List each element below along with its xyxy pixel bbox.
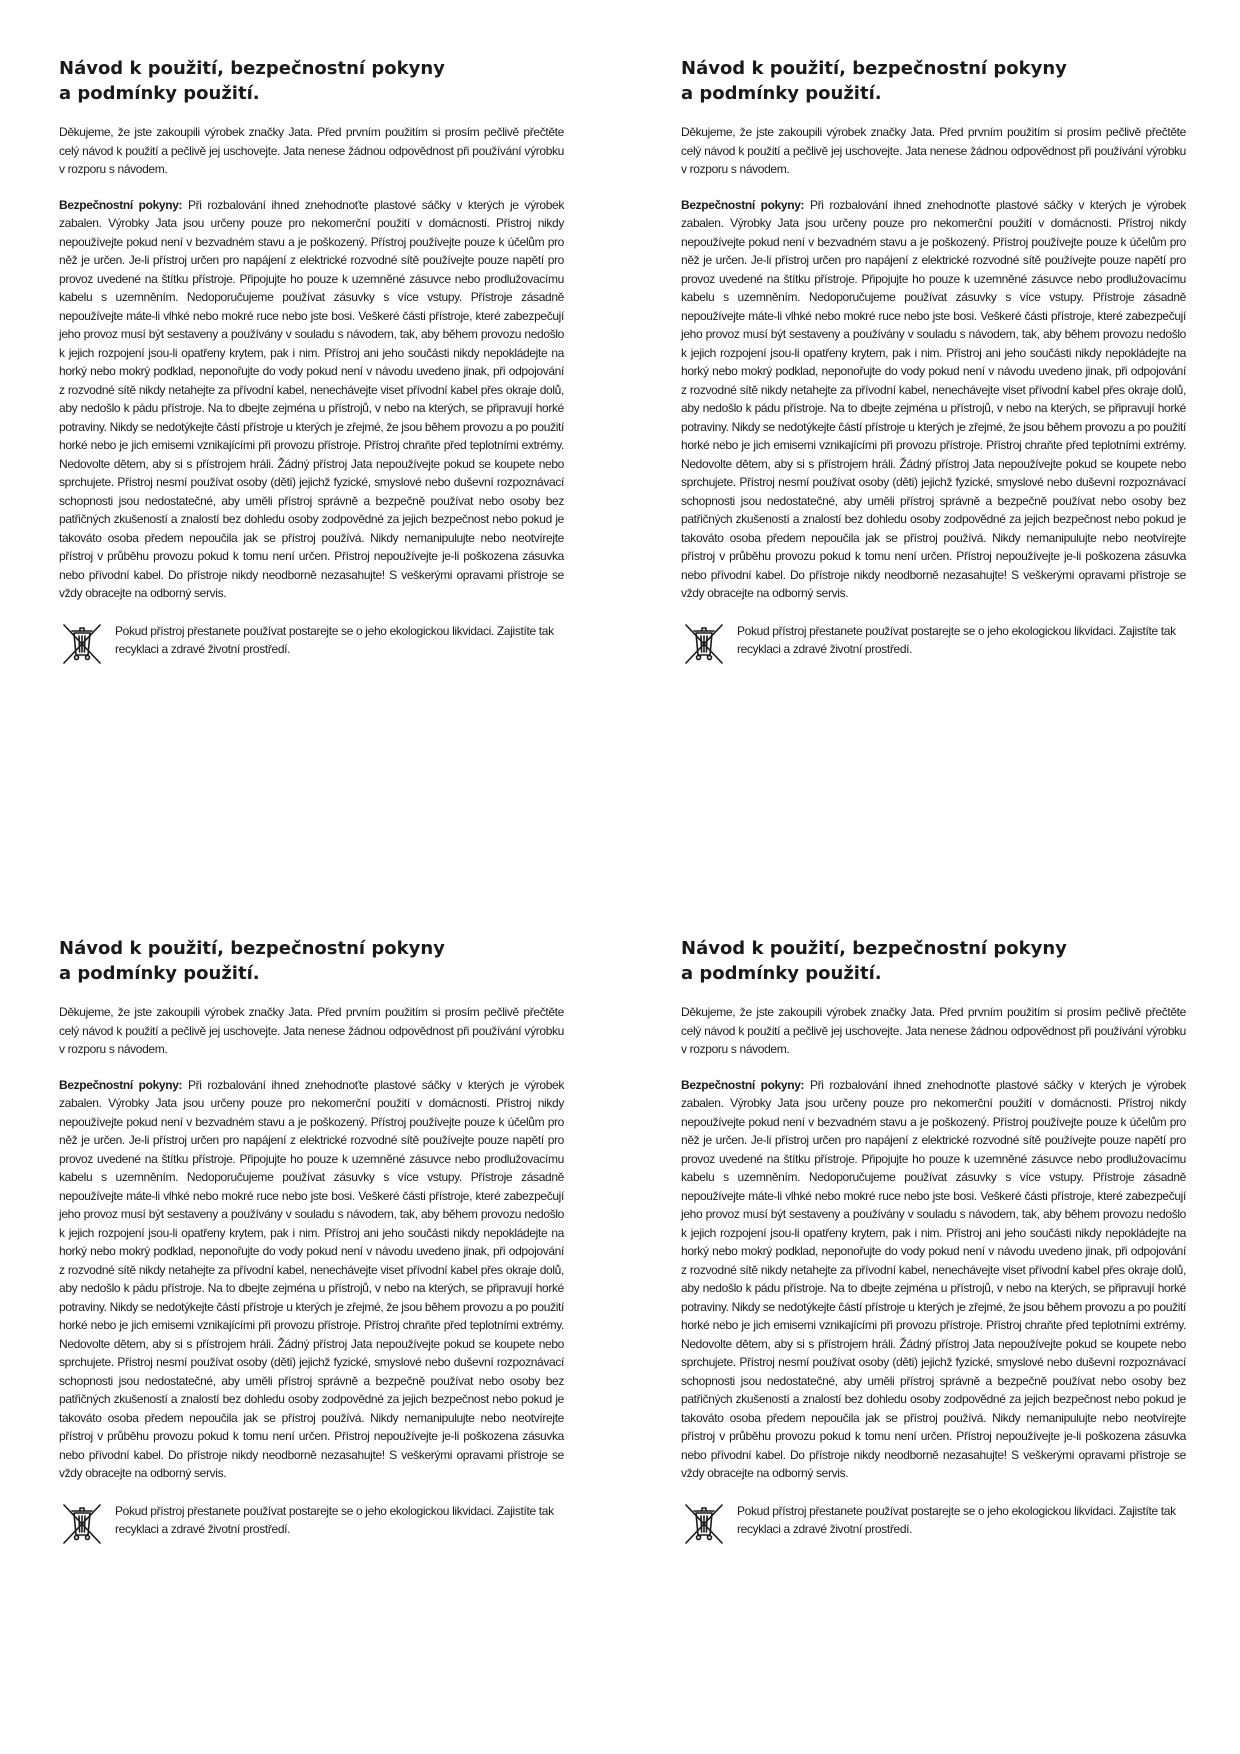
safety-paragraph (681, 1076, 1186, 1483)
leaflet-title-line-1: Návod k použití, bezpečnostní pokyny (59, 938, 445, 959)
crossed-out-bin-icon (59, 1502, 105, 1546)
safety-label: Bezpečnostní pokyny: (59, 1077, 183, 1092)
crossed-out-bin-icon (681, 1502, 727, 1546)
leaflet-bottom-left (59, 936, 564, 1546)
crossed-out-bin-icon (59, 622, 105, 666)
disposal-text: Pokud přístroj přestanete používat postarejte se o jeho ekologickou likvidaci. Zajistíte tak recyklaci a zdravé životní prostředí. (737, 623, 1176, 656)
leaflet-title-line-1: Návod k použití, bezpečnostní pokyny (59, 58, 445, 79)
disposal-notice (59, 622, 564, 666)
intro-paragraph: Děkujeme, že jste zakoupili výrobek značky Jata. Před prvním použitím si prosím pečlivě přečtěte celý návod k použití a pečlivě jej uschovejte. Jata nenese žádnou odpovědnost při používání výrobku v rozporu s návodem. (59, 1005, 564, 1056)
disposal-text: Pokud přístroj přestanete používat postarejte se o jeho ekologickou likvidaci. Zajistíte tak recyklaci a zdravé životní prostředí. (737, 1503, 1176, 1536)
intro-paragraph: Děkujeme, že jste zakoupili výrobek značky Jata. Před prvním použitím si prosím pečlivě přečtěte celý návod k použití a pečlivě jej uschovejte. Jata nenese žádnou odpovědnost při používání výrobku v rozporu s návodem. (681, 125, 1186, 176)
leaflet-title-line-1: Návod k použití, bezpečnostní pokyny (681, 938, 1067, 959)
leaflet-title-line-1: Návod k použití, bezpečnostní pokyny (681, 58, 1067, 79)
intro-paragraph: Děkujeme, že jste zakoupili výrobek značky Jata. Před prvním použitím si prosím pečlivě přečtěte celý návod k použití a pečlivě jej uschovejte. Jata nenese žádnou odpovědnost při používání výrobku v rozporu s návodem. (681, 1005, 1186, 1056)
leaflet-title (59, 56, 564, 106)
safety-paragraph (59, 196, 564, 603)
safety-text: Při rozbalování ihned znehodnoťte plastové sáčky v kterých je výrobek zabalen. Výrobky Jata jsou určeny pouze pro nekomerční použití v domácnosti. Přístroj nikdy nepoužívejte pokud není v bezvadném stavu a je poškozený. Přístroj používejte pouze k účelům pro něž je určen. Je-li přístroj určen pro napájení z elektrické rozvodné sítě používejte pouze napětí pro provoz uvedené na štítku přístroje. Připojujte ho pouze k uzemněné zásuvce nebo prodlužovacímu kabelu s uzemněním. Nedoporučujeme používat zásuvky s více vstupy. Přístroje zásadně nepoužívejte máte-li vlhké nebo mokré ruce nebo jste bosi. Veškeré části přístroje, které zabezpečují jeho provoz musí být sestaveny a používány v souladu s návodem, tak, aby během provozu nedošlo k jejich rozpojení jsou-li opatřeny krytem, pak i nim. Přístroj ani jeho součásti nikdy nepokládejte na horký nebo mokrý podklad, neponořujte do vody pokud není v návodu uvedeno jinak, při odpojování z rozvodné sítě nikdy netahejte za přívodní kabel, nenechávejte viset přívodní kabel přes okraje dolů, aby nedošlo k pádu přístroje. Na to dbejte zejména u přístrojů, v nebo na kterých, se připravují horké potraviny. Nikdy se nedotýkejte částí přístroje u kterých je zřejmé, že jsou během provozu a po použití horké nebo je jich emisemi vznikajícími při provozu přístroje. Přístroj chraňte před teplotními extrémy. Nedovolte dětem, aby si s přístrojem hráli. Žádný přístroj Jata nepoužívejte pokud se koupete nebo sprchujete. Přístroj nesmí používat osoby (děti) jejichž fyzické, smyslové nebo duševní rozpoznávací schopnosti jsou nedostatečné, aby uměli přístroj správně a bezpečně používat nebo osoby bez patřičných zkušeností a znalostí bez dohledu osoby zodpovědné za jejich bezpečnost nebo pokud je takováto osoba předem nepoučila jak se přístroj používá. Nikdy nemanipulujte nebo neotvírejte přístroj v průběhu provozu pokud k tomu není určen. Přístroj nepoužívejte je-li poškozena zásuvka nebo přívodní kabel. Do přístroje nikdy neodborně nezasahujte! S veškerými opravami přístroje se vždy obracejte na odborný servis. (59, 197, 564, 600)
safety-label: Bezpečnostní pokyny: (681, 1077, 805, 1092)
crossed-out-bin-icon (681, 622, 727, 666)
safety-paragraph (681, 196, 1186, 603)
leaflet-title-line-2: a podmínky použití. (59, 83, 260, 104)
leaflet-title (681, 936, 1186, 986)
disposal-text: Pokud přístroj přestanete používat postarejte se o jeho ekologickou likvidaci. Zajistíte tak recyklaci a zdravé životní prostředí. (115, 1503, 554, 1536)
safety-text: Při rozbalování ihned znehodnoťte plastové sáčky v kterých je výrobek zabalen. Výrobky Jata jsou určeny pouze pro nekomerční použití v domácnosti. Přístroj nikdy nepoužívejte pokud není v bezvadném stavu a je poškozený. Přístroj používejte pouze k účelům pro něž je určen. Je-li přístroj určen pro napájení z elektrické rozvodné sítě používejte pouze napětí pro provoz uvedené na štítku přístroje. Připojujte ho pouze k uzemněné zásuvce nebo prodlužovacímu kabelu s uzemněním. Nedoporučujeme používat zásuvky s více vstupy. Přístroje zásadně nepoužívejte máte-li vlhké nebo mokré ruce nebo jste bosi. Veškeré části přístroje, které zabezpečují jeho provoz musí být sestaveny a používány v souladu s návodem, tak, aby během provozu nedošlo k jejich rozpojení jsou-li opatřeny krytem, pak i nim. Přístroj ani jeho součásti nikdy nepokládejte na horký nebo mokrý podklad, neponořujte do vody pokud není v návodu uvedeno jinak, při odpojování z rozvodné sítě nikdy netahejte za přívodní kabel, nenechávejte viset přívodní kabel přes okraje dolů, aby nedošlo k pádu přístroje. Na to dbejte zejména u přístrojů, v nebo na kterých, se připravují horké potraviny. Nikdy se nedotýkejte částí přístroje u kterých je zřejmé, že jsou během provozu a po použití horké nebo je jich emisemi vznikajícími při provozu přístroje. Přístroj chraňte před teplotními extrémy. Nedovolte dětem, aby si s přístrojem hráli. Žádný přístroj Jata nepoužívejte pokud se koupete nebo sprchujete. Přístroj nesmí používat osoby (děti) jejichž fyzické, smyslové nebo duševní rozpoznávací schopnosti jsou nedostatečné, aby uměli přístroj správně a bezpečně používat nebo osoby bez patřičných zkušeností a znalostí bez dohledu osoby zodpovědné za jejich bezpečnost nebo pokud je takováto osoba předem nepoučila jak se přístroj používá. Nikdy nemanipulujte nebo neotvírejte přístroj v průběhu provozu pokud k tomu není určen. Přístroj nepoužívejte je-li poškozena zásuvka nebo přívodní kabel. Do přístroje nikdy neodborně nezasahujte! S veškerými opravami přístroje se vždy obracejte na odborný servis. (681, 1077, 1186, 1480)
safety-label: Bezpečnostní pokyny: (59, 197, 183, 212)
safety-label: Bezpečnostní pokyny: (681, 197, 805, 212)
leaflet-top-left (59, 56, 564, 666)
disposal-text: Pokud přístroj přestanete používat postarejte se o jeho ekologickou likvidaci. Zajistíte tak recyklaci a zdravé životní prostředí. (115, 623, 554, 656)
safety-text: Při rozbalování ihned znehodnoťte plastové sáčky v kterých je výrobek zabalen. Výrobky Jata jsou určeny pouze pro nekomerční použití v domácnosti. Přístroj nikdy nepoužívejte pokud není v bezvadném stavu a je poškozený. Přístroj používejte pouze k účelům pro něž je určen. Je-li přístroj určen pro napájení z elektrické rozvodné sítě používejte pouze napětí pro provoz uvedené na štítku přístroje. Připojujte ho pouze k uzemněné zásuvce nebo prodlužovacímu kabelu s uzemněním. Nedoporučujeme používat zásuvky s více vstupy. Přístroje zásadně nepoužívejte máte-li vlhké nebo mokré ruce nebo jste bosi. Veškeré části přístroje, které zabezpečují jeho provoz musí být sestaveny a používány v souladu s návodem, tak, aby během provozu nedošlo k jejich rozpojení jsou-li opatřeny krytem, pak i nim. Přístroj ani jeho součásti nikdy nepokládejte na horký nebo mokrý podklad, neponořujte do vody pokud není v návodu uvedeno jinak, při odpojování z rozvodné sítě nikdy netahejte za přívodní kabel, nenechávejte viset přívodní kabel přes okraje dolů, aby nedošlo k pádu přístroje. Na to dbejte zejména u přístrojů, v nebo na kterých, se připravují horké potraviny. Nikdy se nedotýkejte částí přístroje u kterých je zřejmé, že jsou během provozu a po použití horké nebo je jich emisemi vznikajícími při provozu přístroje. Přístroj chraňte před teplotními extrémy. Nedovolte dětem, aby si s přístrojem hráli. Žádný přístroj Jata nepoužívejte pokud se koupete nebo sprchujete. Přístroj nesmí používat osoby (děti) jejichž fyzické, smyslové nebo duševní rozpoznávací schopnosti jsou nedostatečné, aby uměli přístroj správně a bezpečně používat nebo osoby bez patřičných zkušeností a znalostí bez dohledu osoby zodpovědné za jejich bezpečnost nebo pokud je takováto osoba předem nepoučila jak se přístroj používá. Nikdy nemanipulujte nebo neotvírejte přístroj v průběhu provozu pokud k tomu není určen. Přístroj nepoužívejte je-li poškozena zásuvka nebo přívodní kabel. Do přístroje nikdy neodborně nezasahujte! S veškerými opravami přístroje se vždy obracejte na odborný servis. (59, 1077, 564, 1480)
leaflet-title (681, 56, 1186, 106)
leaflet-title-line-2: a podmínky použití. (681, 83, 882, 104)
leaflet-bottom-right (681, 936, 1186, 1546)
disposal-notice (681, 622, 1186, 666)
leaflet-title-line-2: a podmínky použití. (681, 963, 882, 984)
disposal-notice (59, 1502, 564, 1546)
safety-text: Při rozbalování ihned znehodnoťte plastové sáčky v kterých je výrobek zabalen. Výrobky Jata jsou určeny pouze pro nekomerční použití v domácnosti. Přístroj nikdy nepoužívejte pokud není v bezvadném stavu a je poškozený. Přístroj používejte pouze k účelům pro něž je určen. Je-li přístroj určen pro napájení z elektrické rozvodné sítě používejte pouze napětí pro provoz uvedené na štítku přístroje. Připojujte ho pouze k uzemněné zásuvce nebo prodlužovacímu kabelu s uzemněním. Nedoporučujeme používat zásuvky s více vstupy. Přístroje zásadně nepoužívejte máte-li vlhké nebo mokré ruce nebo jste bosi. Veškeré části přístroje, které zabezpečují jeho provoz musí být sestaveny a používány v souladu s návodem, tak, aby během provozu nedošlo k jejich rozpojení jsou-li opatřeny krytem, pak i nim. Přístroj ani jeho součásti nikdy nepokládejte na horký nebo mokrý podklad, neponořujte do vody pokud není v návodu uvedeno jinak, při odpojování z rozvodné sítě nikdy netahejte za přívodní kabel, nenechávejte viset přívodní kabel přes okraje dolů, aby nedošlo k pádu přístroje. Na to dbejte zejména u přístrojů, v nebo na kterých, se připravují horké potraviny. Nikdy se nedotýkejte částí přístroje u kterých je zřejmé, že jsou během provozu a po použití horké nebo je jich emisemi vznikajícími při provozu přístroje. Přístroj chraňte před teplotními extrémy. Nedovolte dětem, aby si s přístrojem hráli. Žádný přístroj Jata nepoužívejte pokud se koupete nebo sprchujete. Přístroj nesmí používat osoby (děti) jejichž fyzické, smyslové nebo duševní rozpoznávací schopnosti jsou nedostatečné, aby uměli přístroj správně a bezpečně používat nebo osoby bez patřičných zkušeností a znalostí bez dohledu osoby zodpovědné za jejich bezpečnost nebo pokud je takováto osoba předem nepoučila jak se přístroj používá. Nikdy nemanipulujte nebo neotvírejte přístroj v průběhu provozu pokud k tomu není určen. Přístroj nepoužívejte je-li poškozena zásuvka nebo přívodní kabel. Do přístroje nikdy neodborně nezasahujte! S veškerými opravami přístroje se vždy obracejte na odborný servis. (681, 197, 1186, 600)
leaflet-top-right (681, 56, 1186, 666)
leaflet-title-line-2: a podmínky použití. (59, 963, 260, 984)
safety-paragraph (59, 1076, 564, 1483)
disposal-notice (681, 1502, 1186, 1546)
leaflet-title (59, 936, 564, 986)
intro-paragraph: Děkujeme, že jste zakoupili výrobek značky Jata. Před prvním použitím si prosím pečlivě přečtěte celý návod k použití a pečlivě jej uschovejte. Jata nenese žádnou odpovědnost při používání výrobku v rozporu s návodem. (59, 125, 564, 176)
